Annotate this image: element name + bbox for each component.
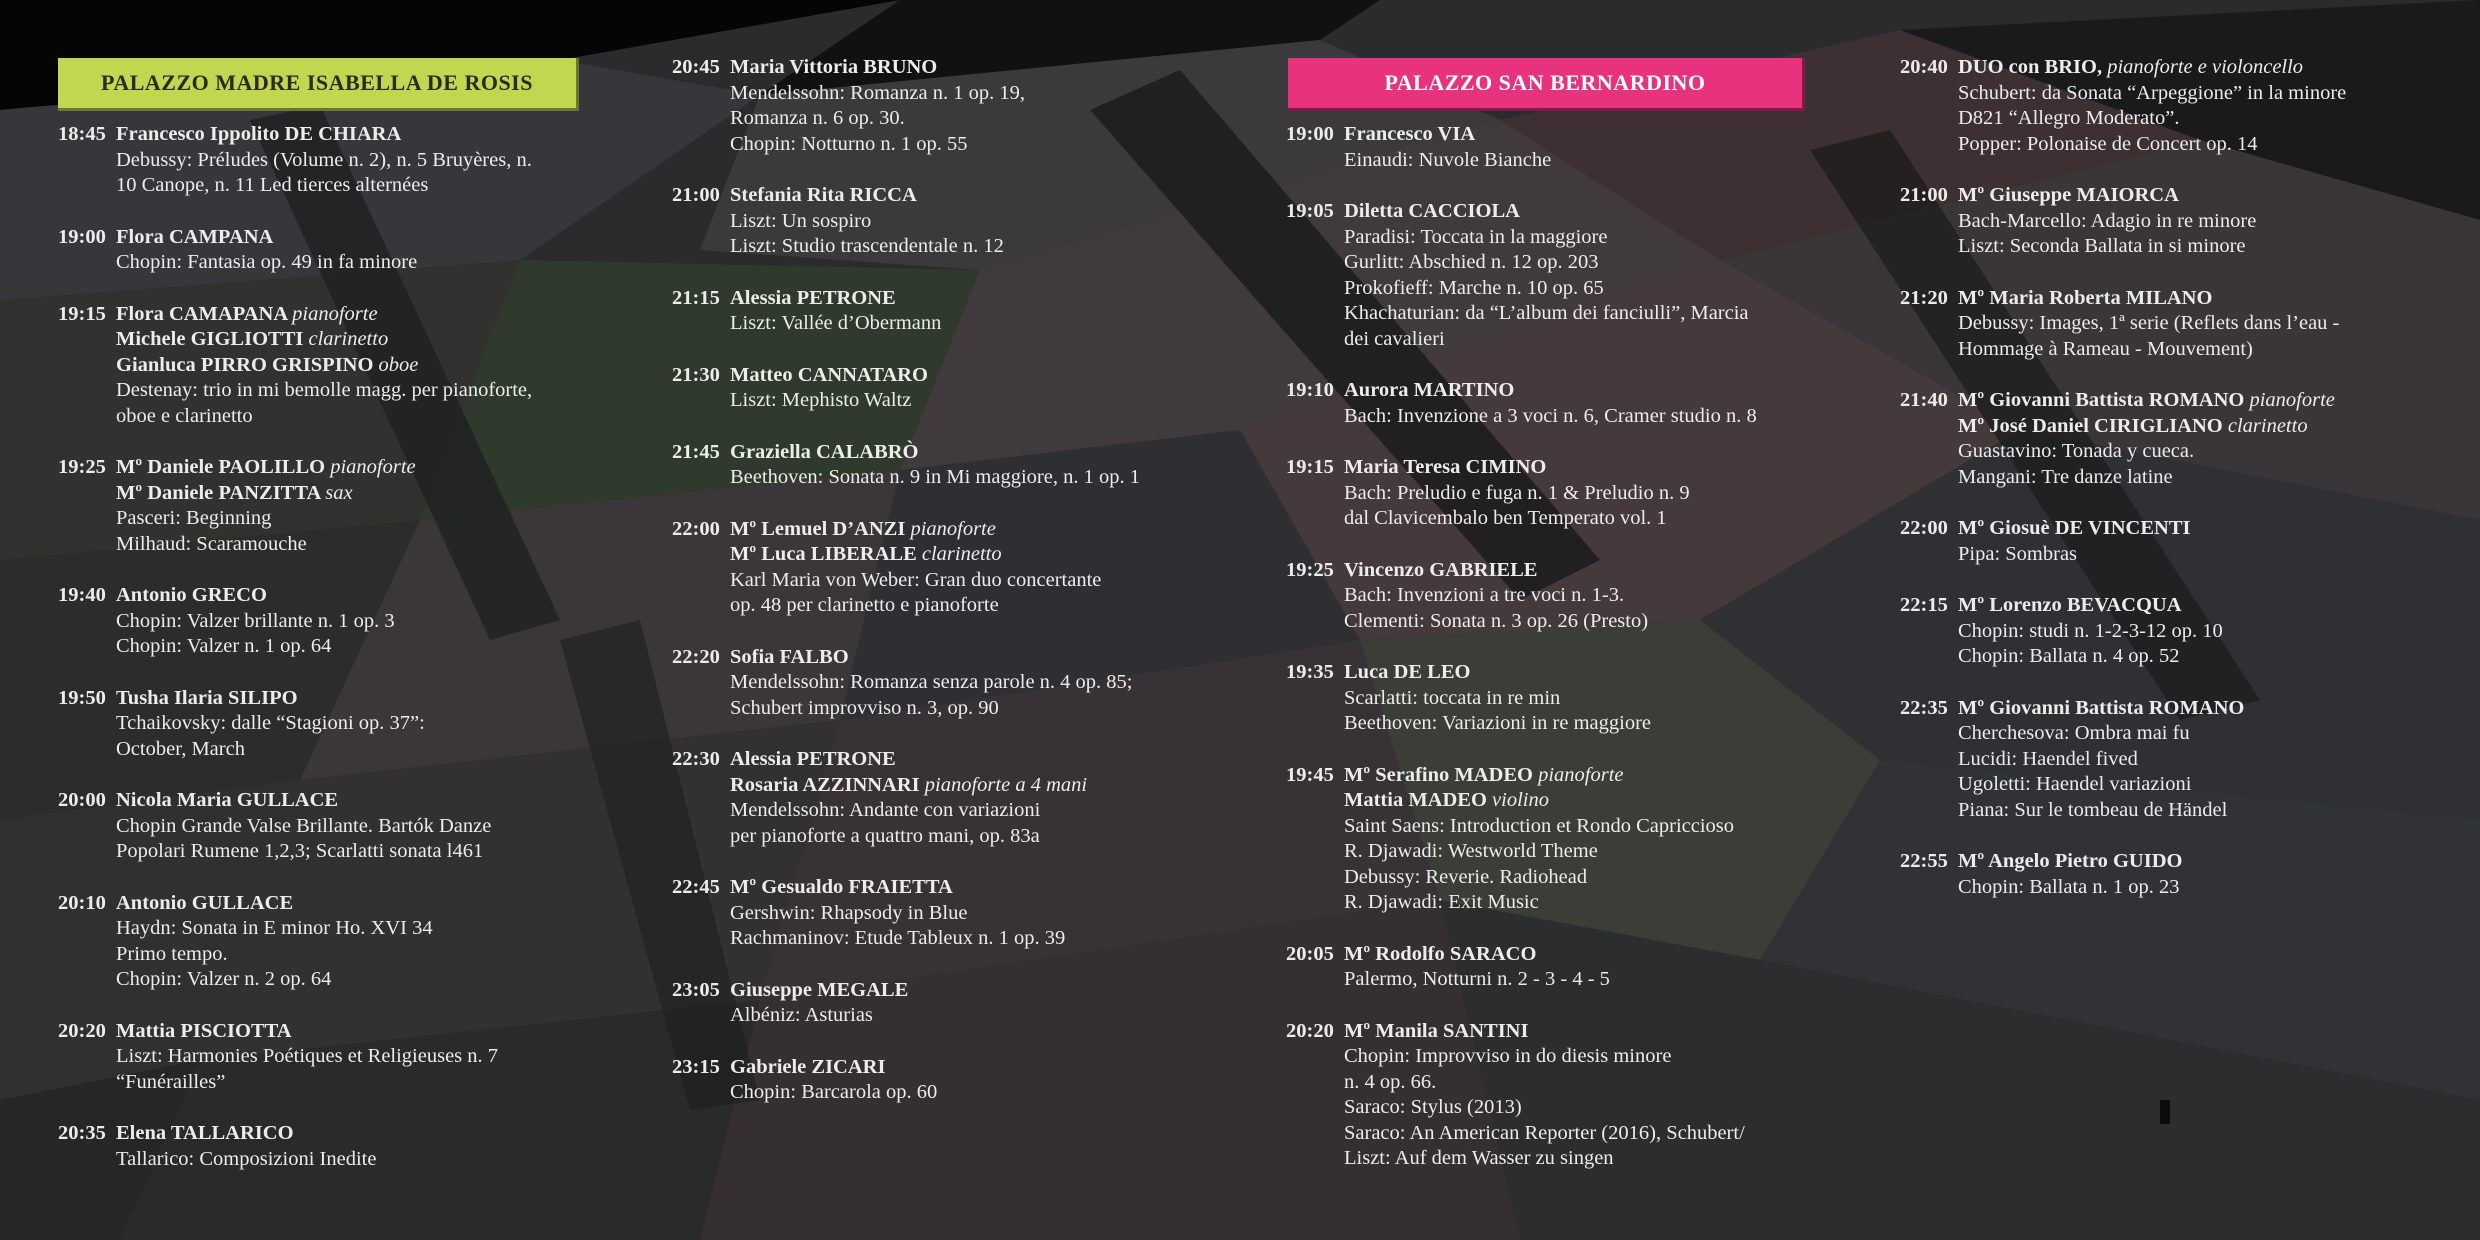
performer-name: Antonio GULLACE (116, 891, 294, 914)
schedule-entry (1900, 286, 2460, 363)
entry-body (730, 517, 1232, 619)
entry-time: 20:35 (58, 1122, 106, 1144)
entry-time: 21:40 (1900, 389, 1948, 411)
schedule-entry (1900, 55, 2460, 157)
performer-instrument: clarinetto (308, 328, 389, 350)
entry-time: 21:45 (672, 440, 720, 463)
performer-name: Mº Angelo Pietro GUIDO (1958, 850, 2183, 872)
program-line: Chopin: Notturno n. 1 op. 55 (730, 132, 968, 155)
program-line: Mangani: Tre danze latine (1958, 465, 2173, 488)
schedule-entry (58, 455, 618, 557)
performer-line (730, 747, 1232, 773)
entry-time: 20:05 (1286, 942, 1334, 965)
schedule-list (58, 122, 618, 1198)
entry-time: 22:55 (1900, 850, 1948, 872)
entry-time: 19:05 (1286, 200, 1334, 222)
entry-body (116, 583, 618, 660)
performer-name: Mattia PISCIOTTA (116, 1019, 292, 1042)
performer-name: Alessia PETRONE (730, 286, 896, 309)
entry-time: 19:15 (58, 302, 106, 325)
performer-name: Rosaria AZZINNARI (730, 773, 920, 796)
performer-name: Gianluca PIRRO GRISPINO (116, 353, 374, 376)
entry-body (116, 225, 618, 276)
schedule-entry (672, 1055, 1232, 1106)
performer-name: Flora CAMAPANA (116, 302, 287, 325)
performer-name: Mº José Daniel CIRIGLIANO (1958, 414, 2223, 437)
schedule-entry (58, 686, 618, 763)
entry-time: 18:45 (58, 123, 106, 145)
program-line: Liszt: Mephisto Waltz (730, 389, 912, 411)
performer-name: Michele GIGLIOTTI (116, 328, 304, 350)
entry-time: 20:00 (58, 789, 106, 811)
program-line: Pasceri: Beginning (116, 507, 272, 529)
entry-time: 19:00 (1286, 123, 1334, 145)
entry-body (116, 122, 618, 199)
program-line: Beethoven: Sonata n. 9 in Mi maggiore, n. 1 op. 1 (730, 466, 1140, 488)
performer-name: Elena TALLARICO (116, 1122, 294, 1144)
performer-name: Francesco Ippolito DE CHIARA (116, 123, 402, 145)
schedule-entry (1900, 593, 2460, 670)
schedule-entry (1900, 696, 2460, 824)
program-line: Tallarico: Composizioni Inedite (116, 1147, 377, 1170)
program-line: Bach: Invenzione a 3 voci n. 6, Cramer studio n. 8 (1344, 404, 1757, 427)
program-line: Chopin: Valzer n. 1 op. 64 (116, 635, 332, 657)
performer-instrument: oboe (378, 353, 419, 376)
performer-line (1958, 414, 2460, 440)
program-line: dal Clavicembalo ben Temperato vol. 1 (1344, 507, 1667, 529)
performer-name: Alessia PETRONE (730, 748, 896, 770)
performer-line (1958, 55, 2460, 81)
entry-time: 19:35 (1286, 661, 1334, 683)
program-line: Schubert improvviso n. 3, op. 90 (730, 696, 999, 719)
performer-line (730, 542, 1232, 568)
performer-instrument: clarinetto (921, 543, 1002, 565)
program-line: Scarlatti: toccata in re min (1344, 686, 1561, 709)
program-line: Cherchesova: Ombra mai fu (1958, 722, 2190, 744)
performer-line (116, 353, 618, 379)
performer-instrument: pianoforte (1538, 763, 1624, 786)
program-line: Chopin: Improvviso in do diesis minore (1344, 1045, 1672, 1067)
performer-name: Mº Manila SANTINI (1344, 1019, 1529, 1042)
entry-time: 22:00 (1900, 517, 1948, 539)
schedule-entry (58, 225, 618, 276)
performer-name: Mº Rodolfo SARACO (1344, 942, 1537, 965)
entry-body (1958, 696, 2460, 824)
program-line: Saraco: An American Reporter (2016), Schubert/ (1344, 1121, 1745, 1144)
performer-line (1958, 388, 2460, 414)
entry-body (1344, 660, 1846, 737)
performer-line (116, 455, 618, 481)
entry-body (730, 363, 1232, 414)
performer-name: Giuseppe MEGALE (730, 978, 909, 1001)
performer-name: Stefania Rita RICCA (730, 184, 917, 206)
program-line: October, March (116, 737, 245, 760)
program-line: Khachaturian: da “L’album dei fanciulli”, Marcia (1344, 302, 1749, 324)
program-line: Chopin: Valzer n. 2 op. 64 (116, 968, 332, 990)
performer-instrument: pianoforte (2249, 389, 2335, 411)
performer-name: Graziella CALABRÒ (730, 440, 919, 463)
program-line: Destenay: trio in mi bemolle magg. per pianoforte, (116, 379, 533, 401)
schedule-entry (1286, 122, 1846, 173)
schedule-entry (1286, 942, 1846, 993)
entry-time: 19:15 (1286, 456, 1334, 478)
performer-name: Nicola Maria GULLACE (116, 789, 339, 811)
performer-instrument: pianoforte (910, 517, 996, 540)
performer-instrument: violino (1492, 789, 1549, 811)
schedule-entry (1286, 199, 1846, 352)
entry-time: 22:35 (1900, 696, 1948, 719)
performer-name: Mº Giovanni Battista ROMANO (1958, 696, 2245, 719)
entry-time: 20:10 (58, 891, 106, 914)
program-line: Mendelssohn: Romanza n. 1 op. 19, (730, 81, 1025, 104)
entry-body (1344, 558, 1846, 635)
schedule-entry (1286, 378, 1846, 429)
program-line: Popolari Rumene 1,2,3; Scarlatti sonata l461 (116, 840, 484, 862)
program-line: Clementi: Sonata n. 3 op. 26 (Presto) (1344, 609, 1649, 632)
performer-name: Antonio GRECO (116, 584, 267, 606)
performer-name: Luca DE LEO (1344, 661, 1471, 683)
schedule-entry (1286, 558, 1846, 635)
program-line: Schubert: da Sonata “Arpeggione” in la minore (1958, 81, 2347, 104)
performer-instrument: clarinetto (2227, 414, 2308, 437)
performer-line (116, 327, 618, 353)
entry-body (1958, 849, 2460, 900)
schedule-entry (672, 645, 1232, 722)
program-line: Liszt: Seconda Ballata in si minore (1958, 235, 2246, 257)
performer-name: Mº Giovanni Battista ROMANO (1958, 389, 2245, 411)
performer-name: Mº Luca LIBERALE (730, 543, 917, 565)
program-line: Chopin: studi n. 1-2-3-12 op. 10 (1958, 619, 2223, 642)
performer-name: Diletta CACCIOLA (1344, 200, 1520, 222)
performer-name: Mº Maria Roberta MILANO (1958, 286, 2213, 309)
schedule-entry (1286, 455, 1846, 532)
program-line: Debussy: Reverie. Radiohead (1344, 865, 1588, 888)
program-line: “Funérailles” (116, 1070, 226, 1093)
entry-time: 23:05 (672, 978, 720, 1001)
entry-time: 21:15 (672, 286, 720, 309)
schedule-list (1286, 122, 1846, 1198)
entry-body (1958, 55, 2460, 157)
performer-line (730, 517, 1232, 543)
entry-body (1344, 942, 1846, 993)
program-line: Liszt: Harmonies Poétiques et Religieuses n. 7 (116, 1045, 499, 1067)
program-line: Saraco: Stylus (2013) (1344, 1096, 1522, 1118)
entry-body (1344, 378, 1846, 429)
program-line: Debussy: Préludes (Volume n. 2), n. 5 Bruyères, n. (116, 148, 532, 171)
program-line: Einaudi: Nuvole Bianche (1344, 148, 1552, 171)
schedule-entry (672, 440, 1232, 491)
entry-time: 19:50 (58, 686, 106, 709)
performer-instrument: pianoforte e violoncello (2107, 56, 2304, 78)
entry-time: 22:30 (672, 748, 720, 770)
entry-body (1958, 593, 2460, 670)
performer-instrument: pianoforte (330, 456, 416, 478)
program-line: Chopin: Barcarola op. 60 (730, 1081, 938, 1103)
entry-body (1958, 516, 2460, 567)
entry-time: 21:20 (1900, 286, 1948, 309)
performer-name: Mº Giosuè DE VINCENTI (1958, 517, 2191, 539)
program-line: Chopin: Ballata n. 1 op. 23 (1958, 875, 2180, 898)
program-line: Bach: Invenzioni a tre voci n. 1-3. (1344, 584, 1625, 606)
performer-name: Mº Giuseppe MAIORCA (1958, 184, 2179, 206)
program-line: Romanza n. 6 op. 30. (730, 107, 905, 129)
program-line: Debussy: Images, 1ª serie (Reflets dans l’eau - (1958, 312, 2340, 334)
schedule-entry (672, 875, 1232, 952)
program-line: Piana: Sur le tombeau de Händel (1958, 798, 2228, 821)
performer-name: Mº Lorenzo BEVACQUA (1958, 594, 2182, 616)
entry-body (730, 286, 1232, 337)
performer-name: Mº Gesualdo FRAIETTA (730, 876, 953, 898)
performer-name: Mº Lemuel D’ANZI (730, 517, 906, 540)
entry-time: 20:40 (1900, 56, 1948, 78)
entry-time: 20:20 (58, 1019, 106, 1042)
entry-body (116, 1019, 618, 1096)
entry-body (730, 183, 1232, 260)
performer-name: Vincenzo GABRIELE (1344, 558, 1538, 581)
performer-name: Aurora MARTINO (1344, 379, 1515, 401)
entry-time: 19:00 (58, 225, 106, 248)
program-line: Guastavino: Tonada y cueca. (1958, 440, 2195, 462)
schedule-entry (58, 583, 618, 660)
performer-instrument: pianoforte (292, 302, 378, 325)
entry-time: 19:25 (1286, 558, 1334, 581)
schedule-entry (1900, 849, 2460, 900)
program-line: Rachmaninov: Etude Tableux n. 1 op. 39 (730, 927, 1066, 949)
schedule-list (1900, 55, 2460, 926)
schedule-entry (672, 183, 1232, 260)
entry-body (1344, 199, 1846, 352)
performer-line (116, 302, 618, 328)
performer-name: Mattia MADEO (1344, 789, 1487, 811)
entry-body (730, 1055, 1232, 1106)
entry-time: 21:00 (1900, 184, 1948, 206)
schedule-entry (672, 978, 1232, 1029)
venue-badge-madre-isabella: PALAZZO MADRE ISABELLA DE ROSIS (58, 58, 579, 111)
entry-body (116, 302, 618, 430)
program-line: Chopin Grande Valse Brillante. Bartók Danze (116, 814, 492, 837)
schedule-entry (1900, 516, 2460, 567)
entry-body (730, 747, 1232, 849)
schedule-entry (58, 1019, 618, 1096)
schedule-entry (1286, 660, 1846, 737)
program-line: Bach-Marcello: Adagio in re minore (1958, 209, 2257, 232)
entry-body (1958, 388, 2460, 490)
performer-instrument: pianoforte a 4 mani (924, 773, 1088, 796)
entry-time: 19:25 (58, 456, 106, 478)
program-line: Chopin: Ballata n. 4 op. 52 (1958, 645, 2180, 667)
program-line: Liszt: Vallée d’Obermann (730, 312, 942, 334)
entry-body (116, 455, 618, 557)
performer-instrument: sax (325, 481, 353, 504)
schedule-entry (1900, 388, 2460, 490)
entry-time: 22:45 (672, 876, 720, 898)
schedule-entry (58, 788, 618, 865)
program-line: Beethoven: Variazioni in re maggiore (1344, 712, 1652, 734)
program-line: Pipa: Sombras (1958, 542, 2078, 565)
performer-name: Flora CAMPANA (116, 225, 274, 248)
performer-line (116, 481, 618, 507)
schedule-entry (58, 302, 618, 430)
program-line: Palermo, Notturni n. 2 - 3 - 4 - 5 (1344, 968, 1610, 990)
program-line: per pianoforte a quattro mani, op. 83a (730, 824, 1040, 847)
venue-badge-san-bernardino: PALAZZO SAN BERNARDINO (1288, 58, 1805, 111)
program-line: Liszt: Auf dem Wasser zu singen (1344, 1147, 1614, 1169)
schedule-list (672, 55, 1232, 1132)
entry-body (1344, 122, 1846, 173)
entry-body (730, 440, 1232, 491)
program-line: D821 “Allegro Moderato”. (1958, 107, 2180, 129)
performer-name: Sofia FALBO (730, 645, 849, 668)
program-line: Bach: Preludio e fuga n. 1 & Preludio n. 9 (1344, 481, 1690, 504)
entry-time: 19:10 (1286, 379, 1334, 401)
entry-time: 22:00 (672, 517, 720, 540)
program-line: Liszt: Studio trascendentale n. 12 (730, 235, 1004, 257)
program-line: Albéniz: Asturias (730, 1004, 873, 1026)
entry-body (1958, 286, 2460, 363)
entry-body (116, 891, 618, 993)
schedule-entry (1286, 1019, 1846, 1172)
program-line: Milhaud: Scaramouche (116, 532, 307, 555)
schedule-entry (58, 891, 618, 993)
program-line: Gurlitt: Abschied n. 12 op. 203 (1344, 251, 1599, 273)
entry-time: 23:15 (672, 1055, 720, 1078)
program-line: Karl Maria von Weber: Gran duo concertante (730, 568, 1102, 591)
program-line: oboe e clarinetto (116, 404, 253, 427)
program-line: Saint Saens: Introduction et Rondo Capriccioso (1344, 814, 1735, 837)
schedule-entry (58, 1121, 618, 1172)
entry-time: 21:30 (672, 363, 720, 386)
entry-time: 19:40 (58, 584, 106, 606)
program-line: op. 48 per clarinetto e pianoforte (730, 594, 999, 616)
entry-body (1344, 763, 1846, 916)
entry-time: 22:15 (1900, 594, 1948, 616)
schedule-entry (1900, 183, 2460, 260)
entry-time: 20:20 (1286, 1019, 1334, 1042)
entry-body (1344, 1019, 1846, 1172)
program-line: Haydn: Sonata in E minor Ho. XVI 34 (116, 917, 433, 939)
performer-name: Maria Vittoria BRUNO (730, 56, 938, 78)
entry-body (116, 1121, 618, 1172)
performer-name: Tusha Ilaria SILIPO (116, 686, 298, 709)
program-line: Lucidi: Haendel fived (1958, 747, 2138, 770)
program-line: Tchaikovsky: dalle “Stagioni op. 37”: (116, 712, 425, 734)
performer-name: Maria Teresa CIMINO (1344, 456, 1547, 478)
schedule-entry (672, 517, 1232, 619)
entry-body (1958, 183, 2460, 260)
schedule-entry (58, 122, 618, 199)
performer-name: Gabriele ZICARI (730, 1055, 886, 1078)
schedule-entry (672, 55, 1232, 157)
performer-name: Mº Daniele PAOLILLO (116, 456, 326, 478)
program-line: Chopin: Fantasia op. 49 in fa minore (116, 251, 418, 273)
entry-time: 20:45 (672, 56, 720, 78)
program-line: Hommage à Rameau - Mouvement) (1958, 337, 2253, 360)
program-line: n. 4 op. 66. (1344, 1070, 1437, 1093)
performer-name: Mº Serafino MADEO (1344, 763, 1533, 786)
entry-body (730, 645, 1232, 722)
entry-body (116, 686, 618, 763)
program-line: 10 Canope, n. 11 Led tierces alternées (116, 174, 429, 196)
schedule-entry (672, 363, 1232, 414)
entry-body (730, 55, 1232, 157)
program-line: Liszt: Un sospiro (730, 209, 872, 232)
entry-time: 21:00 (672, 184, 720, 206)
program-line: Prokofieff: Marche n. 10 op. 65 (1344, 276, 1604, 299)
schedule-entry (672, 747, 1232, 849)
entry-time: 22:20 (672, 645, 720, 668)
program-line: Mendelssohn: Romanza senza parole n. 4 op. 85; (730, 671, 1133, 693)
entry-body (730, 978, 1232, 1029)
entry-time: 19:45 (1286, 763, 1334, 786)
performer-line (1344, 788, 1846, 814)
program-line: Ugoletti: Haendel variazioni (1958, 773, 2192, 795)
entry-body (116, 788, 618, 865)
entry-body (730, 875, 1232, 952)
entry-body (1344, 455, 1846, 532)
schedule-entry (672, 286, 1232, 337)
performer-line (1344, 763, 1846, 789)
performer-name: Francesco VIA (1344, 123, 1476, 145)
program-line: R. Djawadi: Westworld Theme (1344, 840, 1598, 862)
program-line: Paradisi: Toccata in la maggiore (1344, 225, 1608, 248)
program-line: Gershwin: Rhapsody in Blue (730, 901, 968, 924)
program-line: dei cavalieri (1344, 327, 1445, 350)
performer-name: Matteo CANNATARO (730, 363, 928, 386)
program-line: Mendelssohn: Andante con variazioni (730, 799, 1041, 821)
performer-name: DUO con BRIO, (1958, 56, 2103, 78)
program-line: Primo tempo. (116, 942, 228, 965)
program-line: Chopin: Valzer brillante n. 1 op. 3 (116, 609, 395, 632)
program-line: Popper: Polonaise de Concert op. 14 (1958, 132, 2258, 155)
program-line: R. Djawadi: Exit Music (1344, 891, 1539, 913)
performer-name: Mº Daniele PANZITTA (116, 481, 321, 504)
schedule-entry (1286, 763, 1846, 916)
performer-line (730, 773, 1232, 799)
